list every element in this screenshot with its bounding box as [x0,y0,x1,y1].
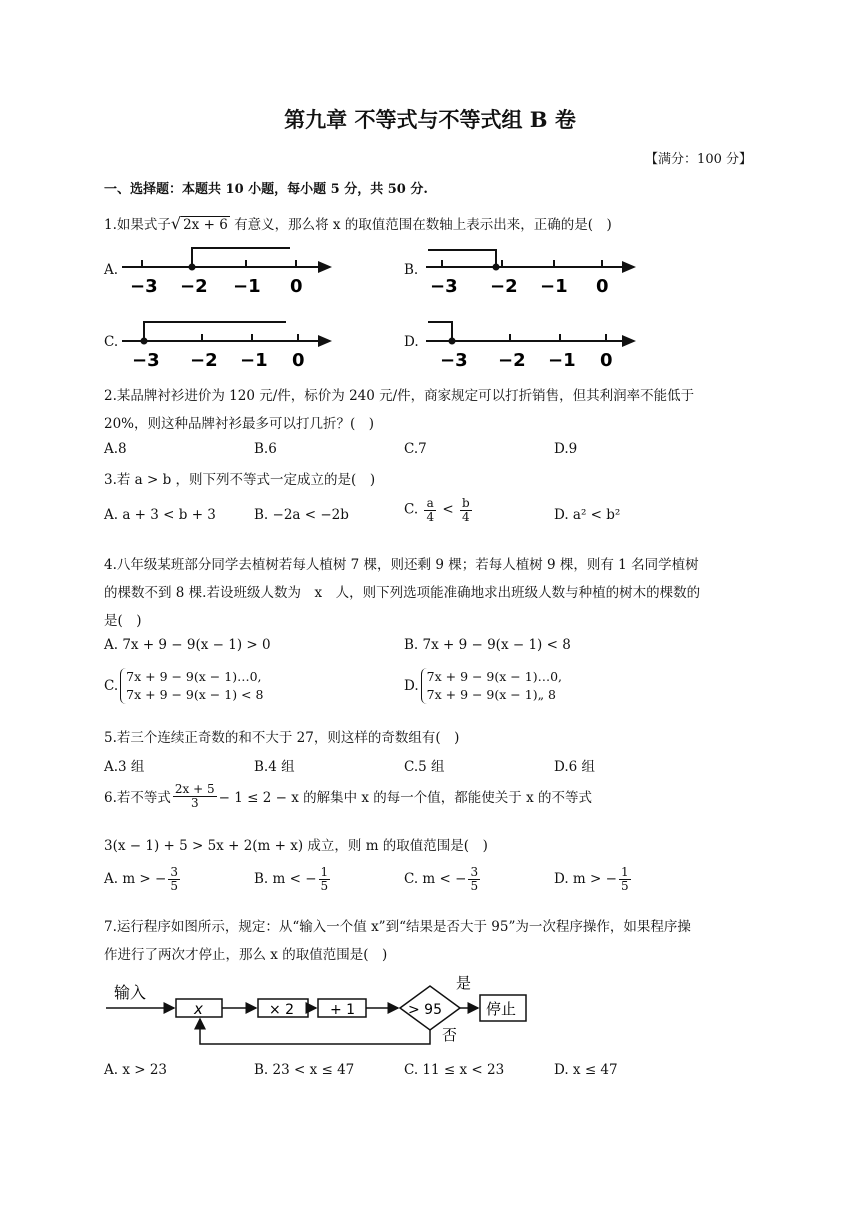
question-3: 3.若 a > b ，则下列不等式一定成立的是( ) [104,472,376,488]
option-1c-label: C. [104,334,119,350]
score-note: 【满分：100 分】 [645,152,752,167]
option-6b: B. m < − $\frac{1}{5}$ [254,865,329,893]
option-2b: B.6 [254,441,277,457]
section-heading: 一、选择题：本题共 10 小题，每小题 5 分，共 50 分. [104,182,428,197]
page-title: 第九章 不等式与不等式组 B 卷 [284,107,576,132]
tick-label: 0 [600,350,613,371]
flow-yes-label: 是 [456,974,472,992]
option-6c: C. m < − $\frac{3}{5}$ [404,865,479,893]
option-4b: B. 7x + 9 − 9(x − 1) < 8 [404,637,571,653]
tick-label: −1 [548,350,576,371]
option-4d: D.7x + 9 − 9(x − 1)…0, 7x + 9 − 9(x − 1)„ 8 [404,668,562,704]
option-4c: C.7x + 9 − 9(x − 1)…0, 7x + 9 − 9(x − 1) < 8 [104,668,263,704]
option-7b: B. 23 < x ≤ 47 [254,1062,355,1078]
option-7d: D. x ≤ 47 [554,1062,618,1078]
tick-label: −2 [490,276,518,297]
question-5: 5.若三个连续正奇数的和不大于 27，则这样的奇数组有( ) [104,730,460,746]
flow-stop-label: 停止 [486,1000,517,1018]
question-4-line-1: 4.八年级某班部分同学去植树若每人植树 7 棵，则还剩 9 棵；若每人植树 9 棵，则有 1 名同学植树 [104,557,699,573]
flow-no-label: 否 [442,1026,458,1044]
tick-label: 0 [292,350,305,371]
tick-label: −3 [430,276,458,297]
option-5b: B.4 组 [254,759,295,775]
tick-label: −1 [540,276,568,297]
program-flowchart [104,968,544,1052]
flow-plus1-label: + 1 [330,1002,356,1018]
tick-label: 0 [290,276,303,297]
question-6-line-1: 6.若不等式 $\frac{2x + 5}{3}$ − 1 ≤ 2 − x 的解集中 x 的每一个值，都能使关于 x 的不等式 [104,782,592,810]
option-6d: D. m > − $\frac{1}{5}$ [554,865,629,893]
question-7-line-2: 作进行了两次才停止，那么 x 的取值范围是( ) [104,947,388,963]
flow-input-label: 输入 [114,983,147,1002]
option-3c: C. $\frac{a}{4}$ < $\frac{b}{4}$ [404,496,470,524]
tick-label: 0 [596,276,609,297]
question-2-line-1: 2.某品牌衬衫进价为 120 元/件，标价为 240 元/件，商家规定可以打折销售，但其利润率不能低于 [104,388,695,404]
option-3d: D. a² < b² [554,507,621,523]
question-1: 1.如果式子√ 2x + 6 有意义，那么将 x 的取值范围在数轴上表示出来，正确的是( ) [104,214,612,233]
tick-label: −1 [233,276,261,297]
question-6-line-2: 3(x − 1) + 5 > 5x + 2(m + x) 成立，则 m 的取值范围是( ) [104,838,488,854]
question-2-line-2: 20%，则这种品牌衬衫最多可以打几折？( ) [104,416,375,432]
option-4a: A. 7x + 9 − 9(x − 1) > 0 [104,637,271,653]
option-1d-label: D. [404,334,419,350]
option-2a: A.8 [104,441,127,457]
option-5c: C.5 组 [404,759,445,775]
tick-label: −3 [130,276,158,297]
flow-cond-label: > 95 [408,1002,442,1018]
option-5a: A.3 组 [104,759,145,775]
flow-x-label: x [194,1000,203,1018]
tick-label: −1 [240,350,268,371]
question-4-line-2: 的棵数不到 8 棵.若设班级人数为 x 人，则下列选项能准确地求出班级人数与种植的树木的棵数的 [104,585,701,601]
flow-times2-label: × 2 [269,1002,295,1018]
radicand: 2x + 6 [183,217,228,233]
tick-label: −2 [190,350,218,371]
number-line-d [424,314,644,374]
option-2c: C.7 [404,441,427,457]
option-1b-label: B. [404,262,419,278]
tick-label: −2 [180,276,208,297]
option-5d: D.6 组 [554,759,596,775]
tick-label: −3 [440,350,468,371]
number-line-c [120,314,340,374]
option-7a: A. x > 23 [104,1062,168,1078]
option-7c: C. 11 ≤ x < 23 [404,1062,505,1078]
option-6a: A. m > − $\frac{3}{5}$ [104,865,178,893]
tick-label: −2 [498,350,526,371]
number-line-a [120,240,340,300]
question-7-line-1: 7.运行程序如图所示，规定：从“输入一个值 x”到“结果是否大于 95”为一次程序操作，如果程序操 [104,919,691,935]
option-2d: D.9 [554,441,578,457]
option-3b: B. −2a < −2b [254,507,349,523]
tick-label: −3 [132,350,160,371]
question-4-line-3: 是( ) [104,613,142,629]
number-line-b [424,240,644,300]
option-1a-label: A. [104,262,119,278]
option-3a: A. a + 3 < b + 3 [104,507,216,523]
